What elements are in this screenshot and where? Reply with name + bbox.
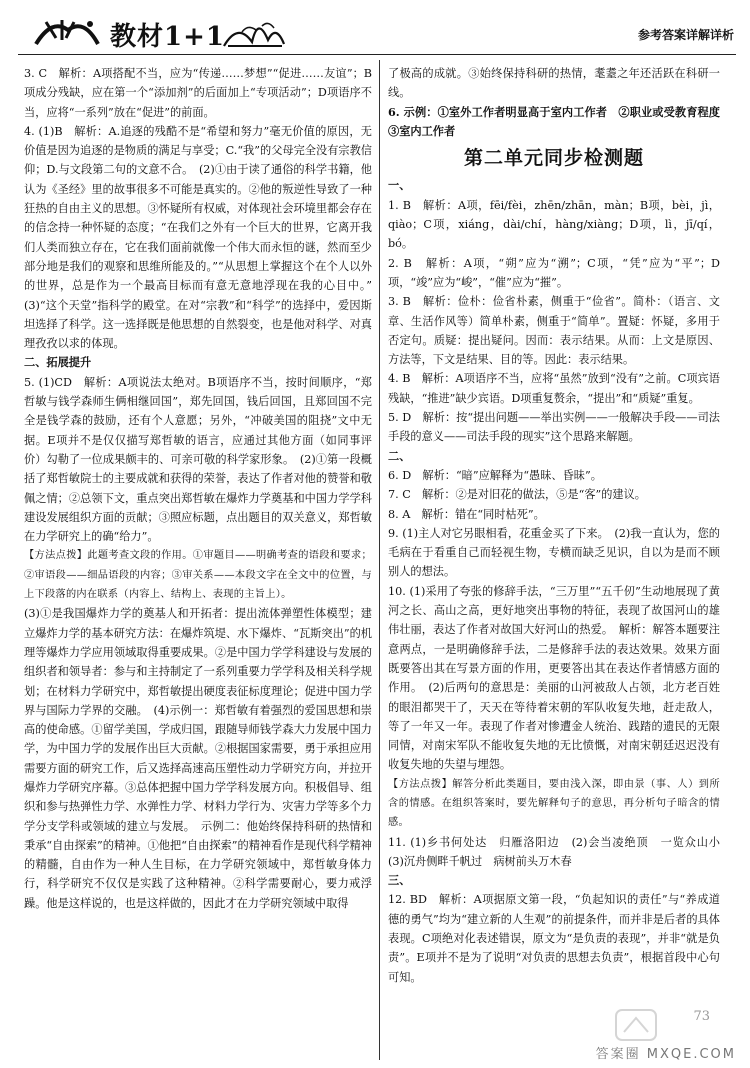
answer-paragraph: 11. (1)乡书何处达 归雁洛阳边 (2)会当凌绝顶 一览众山小 (3)沉舟侧畔千帆过 病树前头万木春	[388, 835, 732, 868]
logo-title: 教材1+1	[110, 22, 225, 52]
answer-paragraph: 10. (1)采用了夸张的修辞手法，“三万里”“五千仞”生动地展现了黄河之长、高山之高，更好地突出事物的特征，表现了故国河山的雄伟壮丽，表达了作者对故国大好河山的热爱。 解析：解答本题要注意两点，一是明确修辞手法，二是修辞手法的表达效果。效果方面既要答出其在写景方面的作用，更要答出其在表达作者情感方面的作用。 (2)后两句的意思是：美丽的山河被敌人占领，北方老百姓的眼泪都哭干了，天天在等待着宋朝的军队收复失地，赶走敌人，等了一年又一年。表现了作者对惨遭金人统治、践踏的遗民的无限同情，对南宋军队不能收复失地的无比愤慨，对南宋朝廷迟迟没有收复失地的失望与埋怨。	[388, 584, 720, 772]
header-divider	[18, 54, 736, 55]
book-logo-icon	[32, 14, 102, 48]
answer-paragraph: 4. (1)B 解析：A.追逐的残酷不是“希望和努力”毫无价值的原因，无价值是因为追逐的是物质的满足与享受；C.“我”的父母完全没有宗教信仰；D.与文段第二句的文意不合。 (2)①由于读了通俗的科学书籍，他认为《圣经》里的故事很多不可能是真实的。②他的叛逆性导致了一种狂热的自由主义的思想。③怀疑所有权威，对体现社会环境里都会存在的信念持一种怀疑的态度；“在我们之外有一个巨大的世界，它离开我们人类而独立存在，它在我们面前就像一个伟大而永恒的谜，然而至少部分地是我们的观察和思维所能及的。”“从思想上掌握这个在个人以外的世界，总是作为一个最高目标而有意无意地浮现在我的心目中。” (3)“这个天堂”指科学的殿堂。在对“宗教”和“科学”的选择中，爱因斯坦选择了科学。这一选择既是他思想的自然裂变，也是他对科学、对真理孜孜以求的体现。	[24, 124, 384, 351]
section-heading: 三、	[388, 873, 411, 888]
answer-paragraph: 6. D 解析：“暗”应解释为“愚昧、昏昧”。	[388, 468, 602, 482]
section-heading: 一、	[388, 178, 411, 193]
column-divider	[379, 60, 380, 1060]
page-header	[18, 10, 740, 52]
answer-paragraph: 5. D 解析：按“提出问题——举出实例——一般解决手段——司法手段的意义——司法手段的现实”这个思路来解题。	[388, 411, 720, 444]
method-tip: 【方法点拨】此题考查文段的作用。①审题目——明确考查的语段和要求；②审语段——细品语段的内容；③审关系——本段文字在全文中的位置，与上下段落的内在联系（内容上、结构上、表现的主旨上）。	[24, 550, 372, 601]
answer-paragraph: 12. BD 解析：A项据原文第一段，“负起知识的责任”与“养成道德的勇气”均为“建立新的人生观”的前提条件，而并非是后者的具体表现。C项绝对化表述错误，原文为“是负责的表现”，并非“就是负责”。E项并不是为了说明“对负责的思想去负责”，根据首段中心句可知。	[388, 893, 720, 984]
header-section-label: 参考答案详解详析	[637, 28, 734, 42]
watermark-text: 答案圈 MXQE.COM	[595, 1047, 736, 1062]
answer-paragraph: 3. C 解析：A项搭配不当，应为“传递……梦想”“促进……友谊”；B项成分残缺，应在第一个“添加剂”的后面加上“专项活动”；D项语序不当，应将“一系列”放在“促进”的前面。	[24, 67, 372, 119]
answer-paragraph: 5. (1)CD 解析：A项说法太绝对。B项语序不当，按时间顺序，“郑哲敏与钱学森师生俩相继回国”，郑先回国，钱后回国，且郑回国不完全是钱学森的鼓励，还有个人意愿；另外，“冲破美国的阻挠”文中无据。E项并不是仅仅描写郑哲敏的语言，应通过其他方面（如同事评价）勾勒了一位成果颇丰的、可亲可敬的科学家形象。 (2)①第一段概括了郑哲敏院士的主要成就和获得的荣誉，表达了作者对他的赞誉和敬佩之情；②总领下文，重点突出郑哲敏在爆炸力学奠基和中国力学学科建设发展组织方面的贡献；③照应标题，点出题目的双关意义，郑哲敏在力学研究上的确“给力”。	[24, 375, 372, 544]
page-number: 73	[693, 1009, 710, 1024]
section-heading: 二、拓展提升	[24, 356, 92, 370]
answer-paragraph: 8. A 解析：错在“同时枯死”。	[388, 507, 545, 521]
unit-title: 第二单元同步检测题	[463, 147, 644, 170]
answer-paragraph: (3)①是我国爆炸力学的奠基人和开拓者：提出流体弹塑性体模型；建立爆炸力学的基本研究方法：在爆炸筑堤、水下爆炸、“瓦斯突出”的机理等爆炸力学应用领域取得重要成果。②是中国力学学科建设与发展的组织者和领导者：参与和主持制定了一系列重要力学学科及相关科学规划；在材料力学研究中，郑哲敏提出硬度表征标度理论；促进中国力学界与国际力学界的交融。 (4)示例一：郑哲敏有着强烈的爱国思想和崇高的使命感。①留学美国，学成归国，跟随导师钱学森大力发展中国力学，为中国力学的发展作出巨大贡献。②根据国家需要，勇于承担应用需要方面的研究工作，后又选择高速高压塑性动力学研究方向，并拉开爆炸力学研究序幕。③总体把握中国力学学科发展方向。积极倡导、组织和参与热弹性力学、水弹性力学、材料力学行为、灾害力学等多个力学分支学科或领域的建立与发展。 示例二：他始终保持科研的热情和秉承“自由探索”的精神。①他把“自由探索”的精神看作是现代科学精神的精髓，自由作为一种人生目标，在力学研究领域中，郑哲敏身体力行，科学研究不仅仅是实践了这种精神。②科学需要耐心，要力戒浮躁。他是这样说的，也是这样做的，因此才在力学研究领域中取得	[24, 607, 372, 910]
method-tip: 【方法点拨】解答分析此类题目，要由浅入深，即由景（事、人）到所含的情感。在组织答案时，要先解释句子的意思，再分析句子暗含的情感。	[388, 778, 720, 829]
answer-paragraph: 7. C 解析：②是对旧花的做法，⑤是“客”的建议。	[388, 488, 646, 502]
answer-paragraph: 2. B 解析：A项，“朔”应为“溯”；C项，“凭”应为“平”；D项，“竣”应为“峻”，“催”应为“摧”。	[388, 256, 720, 289]
answer-paragraph: 3. B 解析：俭朴：俭省朴素，侧重于“俭省”。简朴：（语言、文章、生活作风等）简单朴素，侧重于“简单”。置疑：怀疑，多用于否定句。质疑：提出疑问。因而：表示结果。从而：上文是原因、方法等，下文是结果、目的等。因此：表示结果。	[388, 295, 720, 367]
answer-paragraph: 1. B 解析：A项，fēi/fèi，zhēn/zhān，màn；B项，bèi，jì，qiào；C项，xiáng，dài/chí，hàng/xiàng；D项，lì，jī/qí，bó。	[388, 198, 720, 251]
left-column	[24, 64, 384, 913]
right-column	[388, 64, 732, 987]
answer-paragraph: 6. 示例：①室外工作者明显高于室内工作者 ②职业或受教育程度 ③室内工作者	[388, 104, 732, 138]
plant-decoration-icon	[218, 12, 288, 48]
answer-paragraph: 4. B 解析：A项语序不当，应将“虽然”放到“没有”之前。C项宾语残缺，“推进”缺少宾语。D项重复赘余，“提出”和“质疑”重复。	[388, 372, 720, 405]
section-heading: 二、	[388, 448, 411, 463]
answer-paragraph: 了极高的成就。③始终保持科研的热情，耄耋之年还活跃在科研一线。	[388, 67, 720, 100]
answer-paragraph: 9. (1)主人对它另眼相看，花重金买了下来。 (2)我一直认为，您的毛病在于看重自己而轻视生物，专横而缺乏见识，自以为是而不顾别人的想法。	[388, 526, 720, 579]
